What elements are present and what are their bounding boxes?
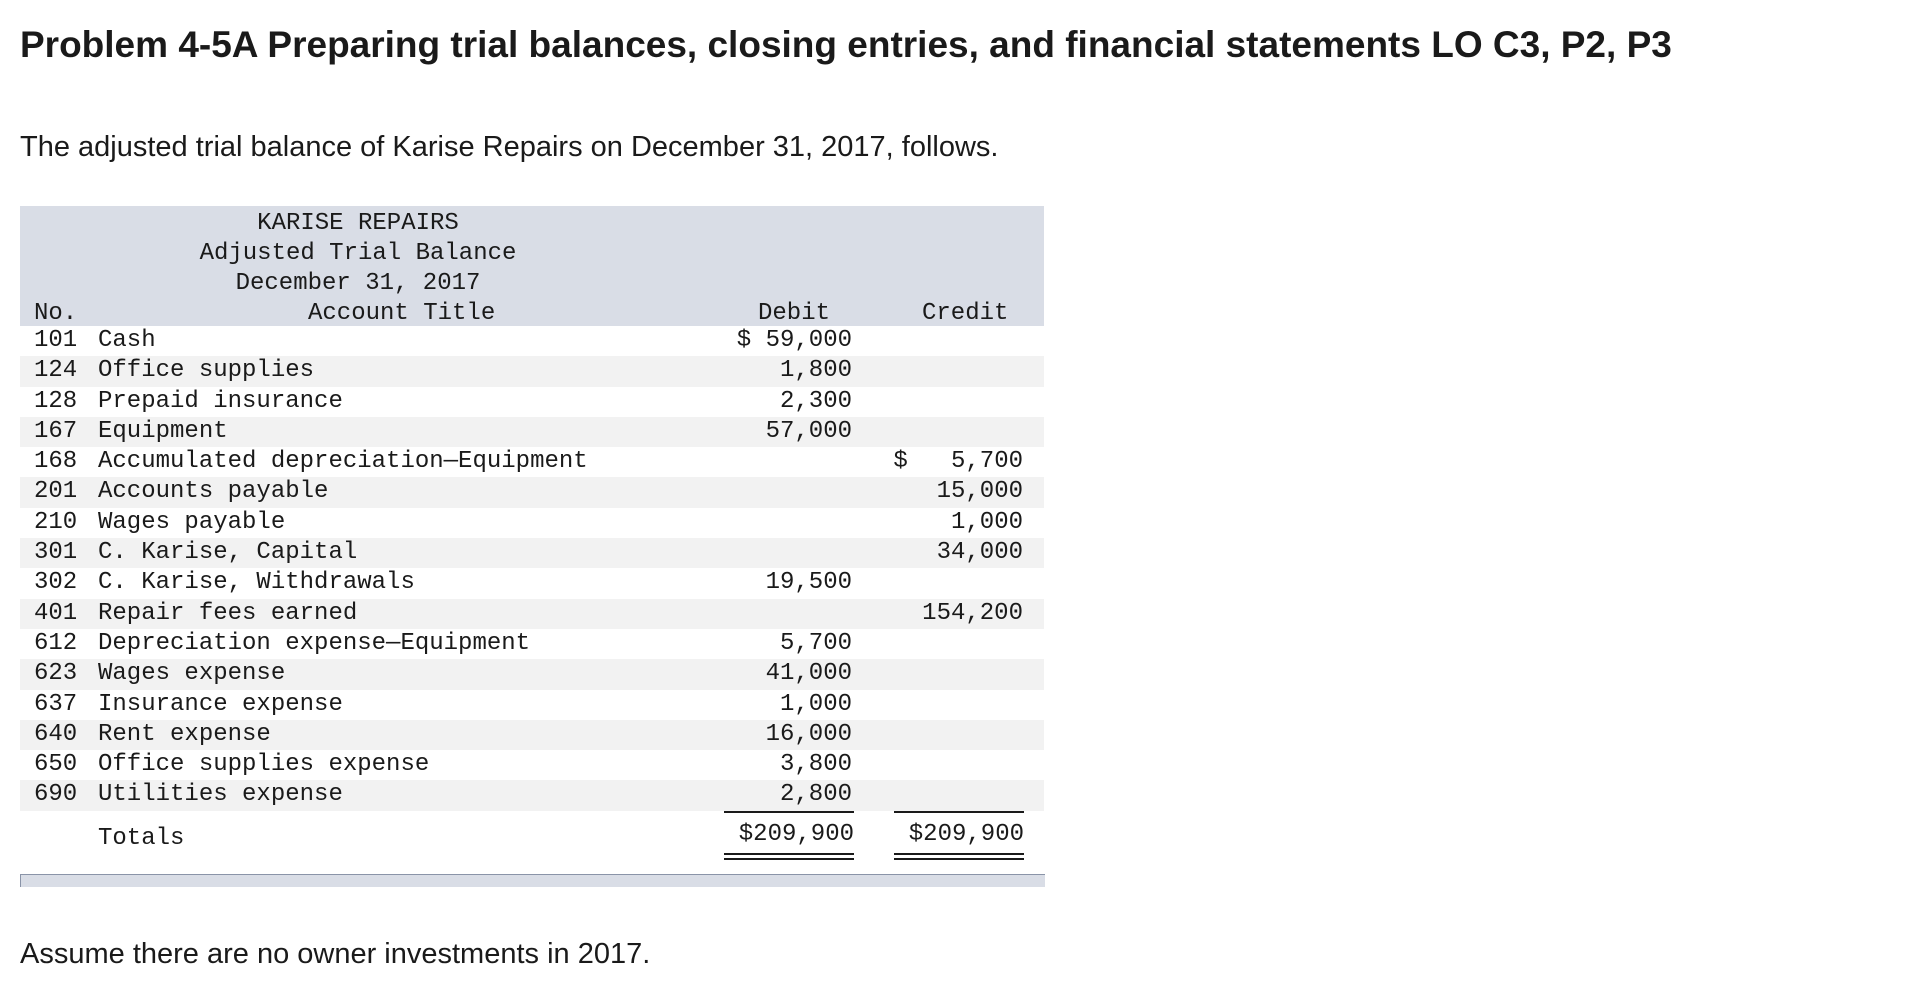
account-number: 640 (34, 720, 78, 748)
company-name: KARISE REPAIRS (257, 210, 459, 237)
account-number: 302 (34, 569, 78, 597)
column-header-no: No. (34, 300, 78, 327)
table-row (20, 356, 1044, 386)
statement-name: Adjusted Trial Balance (199, 240, 517, 267)
totals-row (20, 811, 1044, 863)
account-number: 650 (34, 751, 78, 779)
account-number: 168 (34, 448, 78, 476)
table-row (20, 750, 1044, 780)
account-title: C. Karise, Withdrawals (98, 569, 415, 597)
footer-note: Assume there are no owner investments in 2017. (20, 938, 651, 970)
account-title: Rent expense (98, 720, 271, 748)
account-number: 201 (34, 478, 78, 506)
totals-debit-value: $209,900 (738, 820, 854, 848)
totals-credit-value: $209,900 (908, 820, 1024, 848)
account-title: Prepaid insurance (98, 387, 343, 415)
credit-amount: 15,000 (936, 478, 1023, 506)
account-number: 128 (34, 387, 78, 415)
debit-amount: 1,800 (779, 357, 852, 385)
credit-double-rule-upper (894, 853, 1024, 855)
account-title: Office supplies (98, 357, 315, 385)
table-body (20, 326, 1044, 811)
credit-amount: 154,200 (922, 599, 1023, 627)
account-title: Cash (98, 327, 156, 354)
credit-amount: 34,000 (936, 539, 1023, 567)
table-row (20, 326, 1044, 356)
account-title: Repair fees earned (98, 599, 358, 627)
debit-amount: 57,000 (765, 417, 852, 445)
table-row (20, 568, 1044, 598)
debit-double-rule-lower (724, 858, 854, 860)
account-title: Wages payable (98, 508, 286, 536)
table-row (20, 629, 1044, 659)
account-number: 210 (34, 508, 78, 536)
column-header-account-title: Account Title (308, 300, 496, 327)
adjusted-trial-balance-table (20, 206, 1044, 863)
table-row (20, 599, 1044, 629)
credit-amount: 1,000 (950, 508, 1023, 536)
totals-credit (894, 811, 1024, 848)
table-row (20, 508, 1044, 538)
table-row (20, 477, 1044, 507)
table-footer-bar (20, 874, 1045, 887)
credit-double-rule-lower (894, 858, 1024, 860)
debit-double-rule-upper (724, 853, 854, 855)
account-number: 623 (34, 660, 78, 688)
table-row (20, 387, 1044, 417)
table-row (20, 417, 1044, 447)
intro-text: The adjusted trial balance of Karise Repairs on December 31, 2017, follows. (20, 131, 999, 163)
debit-amount: 19,500 (765, 569, 852, 597)
account-title: Office supplies expense (98, 751, 430, 779)
account-number: 690 (34, 781, 78, 809)
account-number: 301 (34, 539, 78, 567)
column-header-debit: Debit (758, 300, 831, 327)
debit-amount: 1,000 (779, 690, 852, 718)
account-title: Utilities expense (98, 781, 343, 809)
debit-amount: 41,000 (765, 660, 852, 688)
account-number: 101 (34, 327, 78, 354)
table-header (20, 206, 1044, 326)
account-title: Insurance expense (98, 690, 343, 718)
credit-single-rule (894, 811, 1024, 813)
debit-amount: 3,800 (779, 751, 852, 779)
account-title: Accounts payable (98, 478, 329, 506)
statement-date: December 31, 2017 (235, 270, 481, 297)
table-row (20, 538, 1044, 568)
debit-amount: 2,300 (779, 387, 852, 415)
totals-label: Totals (98, 824, 185, 852)
credit-amount: $ 5,700 (893, 448, 1023, 476)
table-row (20, 447, 1044, 477)
table-row (20, 690, 1044, 720)
account-number: 167 (34, 417, 78, 445)
totals-debit (724, 811, 854, 848)
table-row (20, 720, 1044, 750)
debit-amount: 2,800 (779, 781, 852, 809)
account-number: 612 (34, 629, 78, 657)
account-title: Equipment (98, 417, 228, 445)
table-row (20, 659, 1044, 689)
debit-amount: 16,000 (765, 720, 852, 748)
account-title: Accumulated depreciation—Equipment (98, 448, 588, 476)
account-number: 124 (34, 357, 78, 385)
debit-single-rule (724, 811, 854, 813)
account-number: 637 (34, 690, 78, 718)
account-title: Depreciation expense—Equipment (98, 629, 531, 657)
account-number: 401 (34, 599, 78, 627)
account-title: Wages expense (98, 660, 286, 688)
account-title: C. Karise, Capital (98, 539, 358, 567)
table-row (20, 780, 1044, 810)
column-header-credit: Credit (922, 300, 1009, 327)
debit-amount: $ 59,000 (736, 327, 852, 354)
problem-title: Problem 4-5A Preparing trial balances, closing entries, and financial statements LO C3, P2, P3 (20, 24, 1672, 65)
debit-amount: 5,700 (779, 629, 852, 657)
